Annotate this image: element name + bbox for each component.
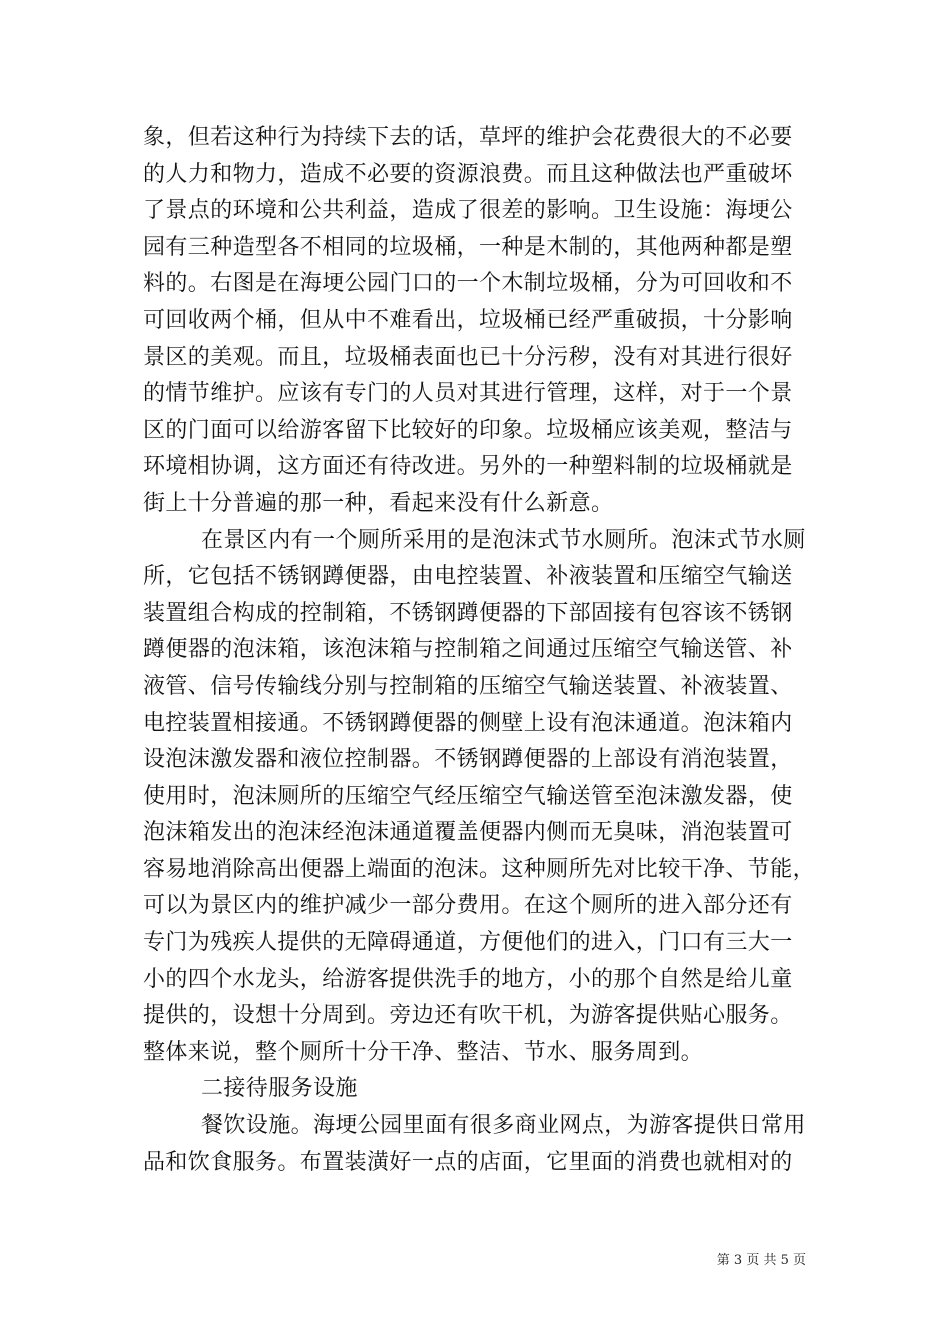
- text-line: 提供的，设想十分周到。旁边还有吹干机，为游客提供贴心服务。: [143, 1003, 793, 1029]
- text-line: 环境相协调，这方面还有待改进。另外的一种塑料制的垃圾桶就是: [143, 454, 793, 480]
- text-line: 区的门面可以给游客留下比较好的印象。垃圾桶应该美观，整洁与: [143, 417, 793, 443]
- text-line: 景区的美观。而且，垃圾桶表面也已十分污秽，没有对其进行很好: [143, 344, 793, 370]
- text-line: 品和饮食服务。布置装潢好一点的店面，它里面的消费也就相对的: [143, 1149, 793, 1175]
- text-line: 可回收两个桶，但从中不难看出，垃圾桶已经严重破损，十分影响: [143, 307, 793, 333]
- text-line: 泡沫箱发出的泡沫经泡沫通道覆盖便器内侧而无臭味，消泡装置可: [143, 820, 793, 846]
- text-line: 所，它包括不锈钢蹲便器，由电控装置、补液装置和压缩空气输送: [143, 564, 793, 590]
- paragraph-start-line: 在景区内有一个厕所采用的是泡沫式节水厕所。泡沫式节水厕: [201, 527, 806, 553]
- document-body: [143, 120, 823, 1181]
- text-line: 可以为景区内的维护减少一部分费用。在这个厕所的进入部分还有: [143, 893, 793, 919]
- text-line: 的情节维护。应该有专门的人员对其进行管理，这样，对于一个景: [143, 381, 793, 407]
- text-line: 小的四个水龙头，给游客提供洗手的地方，小的那个自然是给儿童: [143, 966, 793, 992]
- text-line: 街上十分普遍的那一种，看起来没有什么新意。: [143, 490, 614, 516]
- text-line: 专门为残疾人提供的无障碍通道，方便他们的进入，门口有三大一: [143, 930, 793, 956]
- text-line: 料的。右图是在海埂公园门口的一个木制垃圾桶，分为可回收和不: [143, 271, 793, 297]
- text-line: 装置组合构成的控制箱，不锈钢蹲便器的下部固接有包容该不锈钢: [143, 600, 793, 626]
- text-line: 整体来说，整个厕所十分干净、整洁、节水、服务周到。: [143, 1039, 704, 1065]
- text-line: 象，但若这种行为持续下去的话，草坪的维护会花费很大的不必要: [143, 125, 793, 150]
- page-number: 第 3 页 共 5 页: [716, 1253, 806, 1268]
- text-line: 容易地消除高出便器上端面的泡沫。这种厕所先对比较干净、节能，: [143, 856, 816, 882]
- text-line: 了景点的环境和公共利益，造成了很差的影响。卫生设施：海埂公: [143, 198, 793, 224]
- text-line: 园有三种造型各不相同的垃圾桶，一种是木制的，其他两种都是塑: [143, 234, 793, 260]
- text-line: 蹲便器的泡沫箱，该泡沫箱与控制箱之间通过压缩空气输送管、补: [143, 637, 793, 663]
- text-line: 的人力和物力，造成不必要的资源浪费。而且这种做法也严重破坏: [143, 161, 793, 187]
- text-line: 设泡沫激发器和液位控制器。不锈钢蹲便器的上部设有消泡装置，: [143, 747, 793, 773]
- paragraph-start-line: 餐饮设施。海埂公园里面有很多商业网点，为游客提供日常用: [201, 1113, 806, 1139]
- section-heading: 二接待服务设施: [201, 1076, 358, 1102]
- text-line: 液管、信号传输线分别与控制箱的压缩空气输送装置、补液装置、: [143, 673, 793, 699]
- text-line: 使用时，泡沫厕所的压缩空气经压缩空气输送管至泡沫激发器，使: [143, 783, 793, 809]
- text-line: 电控装置相接通。不锈钢蹲便器的侧壁上设有泡沫通道。泡沫箱内: [143, 710, 793, 736]
